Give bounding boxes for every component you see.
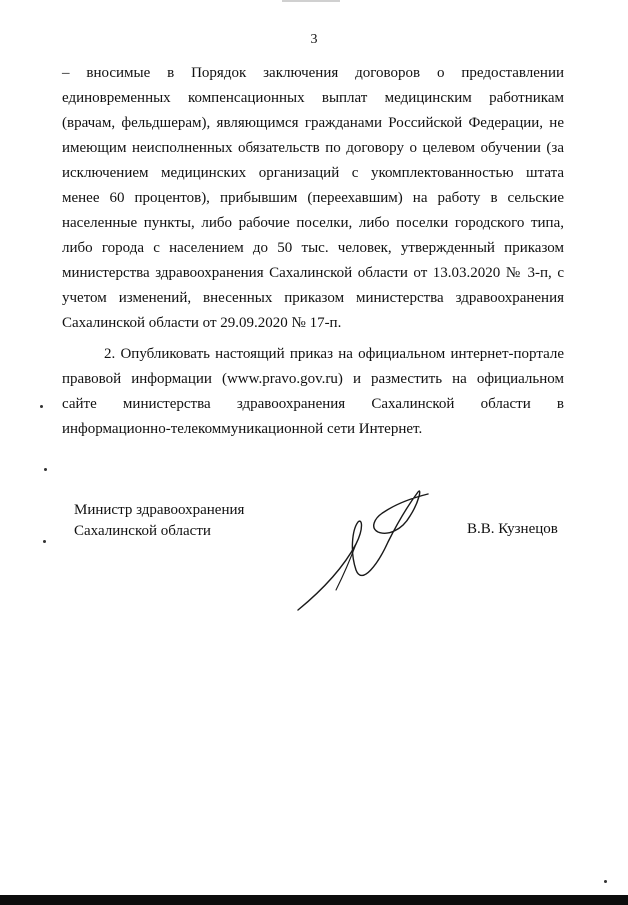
text-line: имеющим неисполненных обязательств по договору о целевом обучении (за (62, 140, 564, 156)
paragraph-amendments (62, 61, 564, 336)
handwritten-signature (292, 482, 442, 614)
text-line: сайте министерства здравоохранения Сахалинской области в (62, 396, 564, 412)
scan-speck (40, 405, 43, 408)
signer-position (74, 500, 244, 542)
signer-name: В.В. Кузнецов (467, 521, 558, 537)
scan-speck (604, 880, 607, 883)
text-line: либо города с населением до 50 тыс. человек, утвержденный приказом (62, 240, 564, 256)
scan-bottom-edge (0, 895, 628, 905)
position-line: Министр здравоохранения (74, 502, 245, 518)
text-line: Сахалинской области от 29.09.2020 № 17-п. (62, 315, 342, 331)
paragraph-publication (62, 342, 564, 442)
text-line: 2. Опубликовать настоящий приказ на официальном интернет-портале (104, 346, 564, 362)
text-line: учетом изменений, внесенных приказом министерства здравоохранения (62, 290, 564, 306)
text-line: исключением медицинских организаций с укомплектованностью штата (62, 165, 564, 181)
scan-speck (44, 468, 47, 471)
text-line: правовой информации (www.pravo.gov.ru) и разместить на официальном (62, 371, 564, 387)
scan-top-mark (282, 0, 340, 2)
text-line: (врачам, фельдшерам), являющимся гражданами Российской Федерации, не (62, 115, 564, 131)
text-line: менее 60 процентов), прибывшим (переехавшим) на работу в сельские (62, 190, 564, 206)
text-line: информационно-телекоммуникационной сети Интернет. (62, 421, 423, 437)
position-line: Сахалинской области (74, 523, 211, 539)
scan-speck (43, 540, 46, 543)
text-line: населенные пункты, либо рабочие поселки, либо поселки городского типа, (62, 215, 564, 231)
text-line: министерства здравоохранения Сахалинской области от 13.03.2020 № 3-п, с (62, 265, 564, 281)
document-body (62, 61, 564, 442)
page-number: 3 (310, 32, 318, 47)
text-line: единовременных компенсационных выплат медицинским работникам (62, 90, 564, 106)
text-line: – вносимые в Порядок заключения договоров о предоставлении (62, 65, 564, 81)
